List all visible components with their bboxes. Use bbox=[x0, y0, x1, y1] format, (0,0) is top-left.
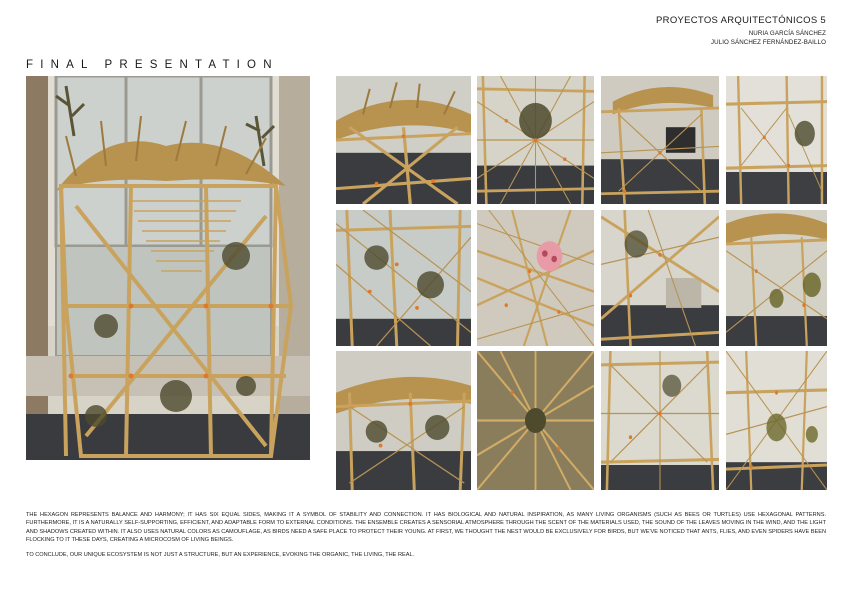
detail-photo-5 bbox=[336, 210, 471, 346]
detail-photo-3 bbox=[601, 76, 719, 204]
detail-photo-4 bbox=[726, 76, 827, 204]
detail-photo-12 bbox=[726, 351, 827, 490]
description-paragraph-1: THE HEXAGON REPRESENTS BALANCE AND HARMONY; IT HAS SIX EQUAL SIDES, MAKING IT A SYMBOL OF STABILITY AND CONNECTION. IT HAS BIOLOGICAL AND NATURAL INSPIRATION, AS MANY LIVING ORGANISMS (SUCH AS BEES OR TURTLES) USE HEXAGONAL PATTERNS. FURTHERMORE, IT IS A NATURALLY SELF-SUPPORTING, EFFICIENT, AND ADAPTABLE FORM TO EXTERNAL CONDITIONS. THE ENSEMBLE CREATES A SENSORIAL ATMOSPHERE THROUGH THE SCENT OF THE MATERIALS USED, THE SOUND OF THE LEAVES MOVING IN THE WIND, AND THE LIGHT AND SHADOWS CREATED WITHIN. IT ALSO USES NATURAL COLORS AS CAMOUFLAGE, AS BIRDS NEED A SAFE PLACE TO PROTECT THEIR YOUNG. AT FIRST, WE THOUGHT THE NEST WOULD BE EXCLUSIVELY FOR BIRDS, BUT WE'VE NOTICED THAT ANTS, FLIES, AND EVEN SPIDERS HAVE BEEN FLOCKING TO IT THESE DAYS, CREATING A MICROCOSM OF LIVING BEINGS. bbox=[26, 512, 826, 543]
detail-photo-10 bbox=[477, 351, 594, 490]
detail-photo-2 bbox=[477, 76, 594, 204]
detail-photo-1 bbox=[336, 76, 471, 204]
header-block bbox=[656, 15, 826, 47]
detail-photo-9 bbox=[336, 351, 471, 490]
detail-photo-7 bbox=[601, 210, 719, 346]
description-text bbox=[26, 511, 826, 559]
page-title: FINAL PRESENTATION bbox=[26, 59, 279, 71]
detail-photo-8 bbox=[726, 210, 827, 346]
main-photo bbox=[26, 76, 310, 460]
course-title: PROYECTOS ARQUITECTÓNICOS 5 bbox=[656, 15, 826, 26]
detail-photo-11 bbox=[601, 351, 719, 490]
author-name-1: NURIA GARCÍA SÁNCHEZ bbox=[748, 30, 826, 37]
description-paragraph-2: TO CONCLUDE, OUR UNIQUE ECOSYSTEM IS NOT JUST A STRUCTURE, BUT AN EXPERIENCE, EVOKING THE ORGANIC, THE LIVING, THE REAL. bbox=[26, 552, 415, 559]
author-name-2: JULIO SÁNCHEZ FERNÁNDEZ-BAILLO bbox=[710, 38, 826, 46]
detail-photo-6 bbox=[477, 210, 594, 346]
